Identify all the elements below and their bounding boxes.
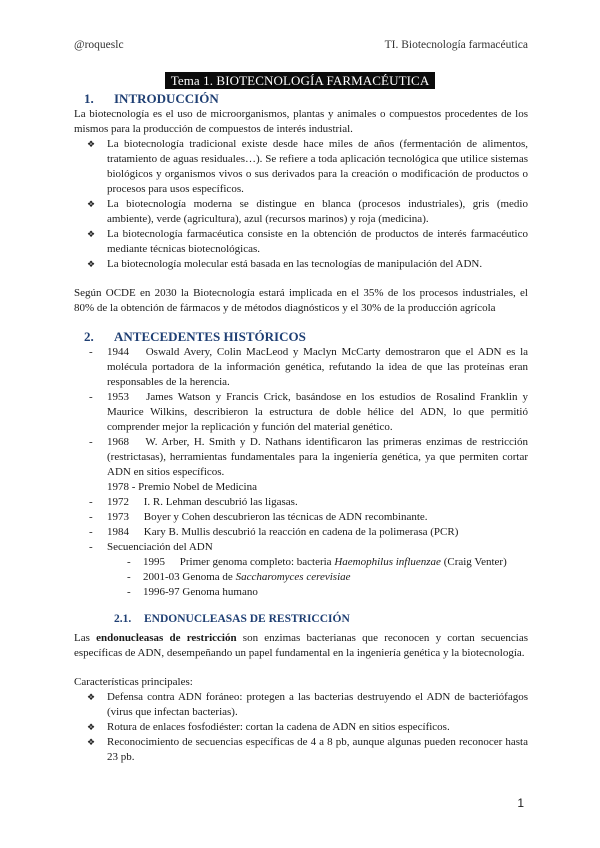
header-topic: TI. Biotecnología farmacéutica <box>384 39 528 51</box>
list-item: ❖ La biotecnología moderna se distingue en blanca (procesos industriales), gris (medio ambiente), verde (agricultura), azul (recursos marinos) y roja (medicina). <box>87 198 528 225</box>
list-item: - 1984 Kary B. Mullis descubrió la reacción en cadena de la polimerasa (PCR) <box>89 526 459 538</box>
header-author: @roqueslc <box>74 39 124 51</box>
section-number: 2. <box>84 329 94 344</box>
page-number: 1 <box>517 796 524 810</box>
diamond-bullet-icon: ❖ <box>87 722 96 732</box>
endonucleasas-paragraph: Las endonucleasas de restricción son enzimas bacterianas que reconocen y cortan secuencias específicas de ADN, desempeñando un papel fundamental en la ingeniería genética y la biotecnología. <box>74 632 528 659</box>
list-item: - 2001-03 Genoma de Saccharomyces cerevisiae <box>127 571 351 583</box>
characteristics-list <box>74 690 528 765</box>
diamond-bullet-icon: ❖ <box>87 199 96 209</box>
list-item: - Secuenciación del ADN - 1995 Primer genoma completo: bacteria Haemophilus influenzae (Craig Venter) - 2001-03 Genoma de Saccharomyces cerevisiae - 1996-97 Genoma humano <box>107 540 528 600</box>
diamond-bullet-icon: ❖ <box>87 259 96 269</box>
characteristics-label: Características principales: <box>74 676 193 688</box>
section-title: ANTECEDENTES HISTÓRICOS <box>114 329 306 344</box>
list-item: - 1995 Primer genoma completo: bacteria Haemophilus influenzae (Craig Venter) <box>127 556 507 568</box>
main-content <box>74 90 528 765</box>
list-item: - 1953 James Watson y Francis Crick, basándose en los estudios de Rosalind Franklin y Maurice Wilkins, describieron la estructura de doble hélice del ADN, lo que permitió comprender mejor la replicación y función del material genético. <box>89 391 528 433</box>
list-item: ❖ La biotecnología molecular está basada en las tecnologías de manipulación del ADN. <box>87 258 483 270</box>
list-item: ❖ La biotecnología tradicional existe desde hace miles de años (fermentación de alimentos, tratamiento de aguas residuales…). Se refiere a toda aplicación tecnológica que utilice sistemas biológicos y organismos vivos o sus derivados para la creación o modificación de productos o procesos para usos específicos. <box>87 138 528 195</box>
diamond-bullet-icon: ❖ <box>87 737 96 747</box>
section-heading-introduccion <box>74 90 528 107</box>
intro-bullet-list <box>74 137 528 272</box>
list-item: ❖ La biotecnología farmacéutica consiste en la obtención de productos de interés farmacéutico mediante técnicas biotecnológicas. <box>87 228 528 255</box>
list-item: - 1944 Oswald Avery, Colin MacLeod y Maclyn McCarty demostraron que el ADN es la molécula portadora de la información genética, refutando la idea de que las proteínas eran responsables de la herencia. <box>89 346 529 388</box>
document-title: Tema 1. BIOTECNOLOGÍA FARMACÉUTICA <box>165 72 436 89</box>
subsection-heading-endonucleasas <box>74 612 528 627</box>
diamond-bullet-icon: ❖ <box>87 229 96 239</box>
subsection-title: ENDONUCLEASAS DE RESTRICCIÓN <box>144 613 350 625</box>
nobel-note: 1978 - Premio Nobel de Medicina <box>107 481 257 493</box>
list-item: ❖ Rotura de enlaces fosfodiéster: cortan la cadena de ADN en sitios específicos. <box>87 721 450 733</box>
ocde-paragraph: Según OCDE en 2030 la Biotecnología estará implicada en el 35% de los procesos industriales, el 80% de la obtención de fármacos y de métodos diagnósticos y el 30% de la producción agrícola <box>74 287 528 314</box>
sequencing-sublist <box>107 555 528 600</box>
list-item: - 1973 Boyer y Cohen descubrieron las técnicas de ADN recombinante. <box>89 511 428 523</box>
list-item: - 1972 I. R. Lehman descubrió las ligasas. <box>89 496 298 508</box>
diamond-bullet-icon: ❖ <box>87 692 96 702</box>
section-heading-antecedentes <box>74 328 528 345</box>
diamond-bullet-icon: ❖ <box>87 139 96 149</box>
title-container <box>0 72 600 90</box>
section-number: 1. <box>84 91 94 106</box>
list-item: - 1996-97 Genoma humano <box>127 586 258 598</box>
list-item: - 1968 W. Arber, H. Smith y D. Nathans identificaron las primeras enzimas de restricción (restrictasas), herramientas fundamentales para la ingeniería genética, ya que permiten cortar ADN en sitios específicos. 1978 - Premio Nobel de Medicina <box>89 436 528 493</box>
section-title: INTRODUCCIÓN <box>114 91 219 106</box>
subsection-number: 2.1. <box>114 613 132 625</box>
list-item: ❖ Defensa contra ADN foráneo: protegen a las bacterias destruyendo el ADN de bacteriófagos (virus que infectan bacterias). <box>87 691 528 718</box>
history-list <box>74 345 528 600</box>
intro-paragraph: La biotecnología es el uso de microorganismos, plantas y animales o compuestos procedentes de los mismos para la producción de compuestos de interés industrial. <box>74 108 528 135</box>
list-item: ❖ Reconocimiento de secuencias específicas de 4 a 8 pb, aunque algunas pueden reconocer hasta 23 pb. <box>87 736 528 763</box>
